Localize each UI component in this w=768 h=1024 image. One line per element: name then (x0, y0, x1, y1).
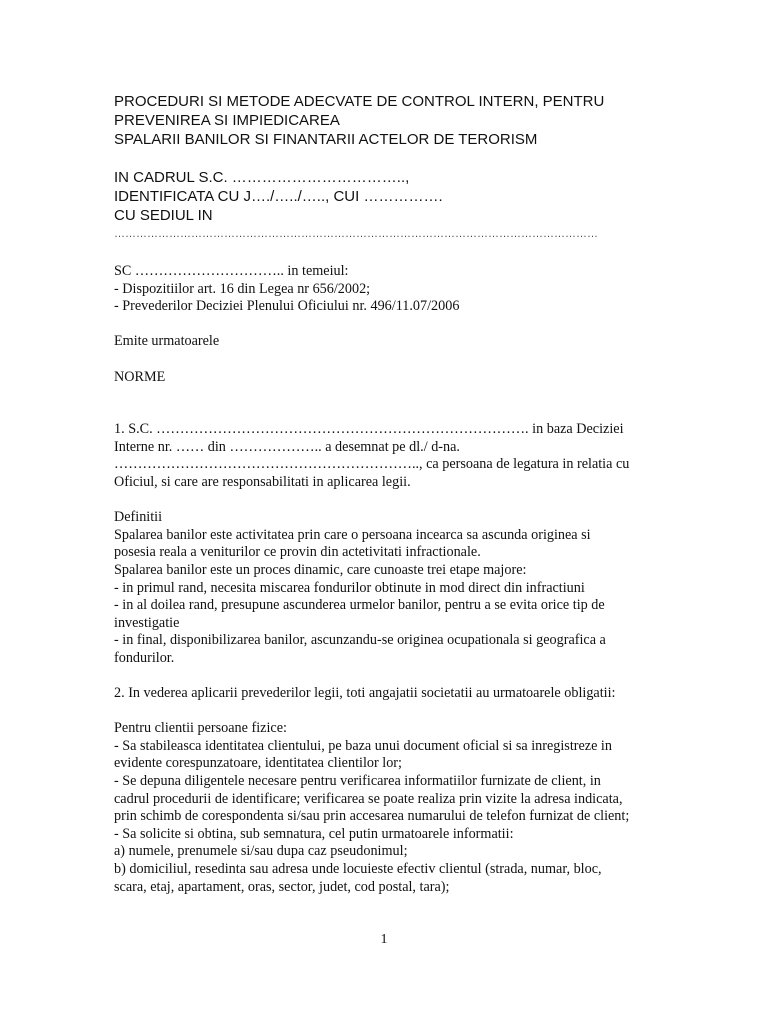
norms-heading: NORME (114, 368, 166, 385)
definitions-line-7: - in final, disponibilizarea banilor, ascunzandu-se originea ocupationala si geografica a (114, 632, 606, 649)
document-body (114, 263, 654, 896)
individuals-line-7: a) numele, prenumele si/sau dupa caz pseudonimul; (114, 843, 408, 860)
definitions-line-5: - in al doilea rand, presupune ascunderea urmelor banilor, pentru a se evita orice tip de (114, 597, 605, 614)
company-basis-line: SC ………………………….. in temeiul: (114, 263, 349, 279)
company-line: IN CADRUL S.C. …………………………….., (114, 169, 410, 186)
individuals-line-9: scara, etaj, apartament, oras, sector, judet, cod postal, tara); (114, 878, 450, 895)
decision-provision-line: - Prevederilor Deciziei Plenului Oficiului nr. 496/11.07/2006 (114, 298, 460, 315)
individuals-line-6: - Sa solicite si obtina, sub semnatura, cel putin urmatoarele informatii: (114, 825, 514, 842)
individuals-heading: Pentru clientii persoane fizice: (114, 720, 287, 737)
paragraph-1-line-2: Interne nr. …… din ……………….. a desemnat pe dl./ d-na. (114, 438, 460, 455)
issues-line: Emite urmatoarele (114, 333, 220, 350)
definitions-line-2: posesia reala a veniturilor ce provin din actetivitati infractionale. (114, 544, 481, 561)
title-line-3: SPALARII BANILOR SI FINANTARII ACTELOR DE TERORISM (114, 131, 538, 148)
paragraph-1-line-4: Oficiul, si care are responsabilitati in aplicarea legii. (114, 473, 411, 490)
title-line-1: PROCEDURI SI METODE ADECVATE DE CONTROL INTERN, PENTRU (114, 93, 605, 110)
individuals-line-2: evidente corespunzatoare, identitatea clientilor lor; (114, 755, 402, 772)
individuals-line-1: - Sa stabileasca identitatea clientului, pe baza unui document oficial si sa inregistreze in (114, 737, 612, 754)
individuals-line-4: cadrul procedurii de identificare; verificarea se poate realiza prin vizite la adresa indicata, (114, 790, 623, 807)
page-number: 1 (380, 932, 388, 947)
headquarters-line: CU SEDIUL IN (114, 207, 213, 224)
legal-provision-line: - Dispozitiilor art. 16 din Legea nr 656/2002; (114, 280, 371, 297)
individuals-line-5: prin schimb de corespondenta si/sau prin accesarea numarului de telefon furnizat de client; (114, 808, 630, 825)
address-dots-line: …………………………………………………………………………………………………………………… (114, 228, 598, 240)
identification-line: IDENTIFICATA CU J…./…../….., CUI ……………. (114, 188, 443, 205)
paragraph-1-line-1: 1. S.C. ……………………………………………………………………. in baza Deciziei (114, 421, 624, 438)
individuals-line-3: - Se depuna diligentele necesare pentru verificarea informatiilor furnizate de client, in (114, 773, 601, 790)
paragraph-2-line: 2. In vederea aplicarii prevederilor legii, toti angajatii societatii au urmatoarele obligatii: (114, 685, 616, 702)
paragraph-1-line-3: ……………………………………………………….., ca persoana de legatura in relatia cu (114, 456, 630, 473)
document-header (114, 92, 674, 244)
definitions-line-8: fondurilor. (114, 649, 175, 666)
definitions-line-1: Spalarea banilor este activitatea prin care o persoana incearca sa ascunda originea si (114, 526, 591, 543)
individuals-line-8: b) domiciliul, resedinta sau adresa unde locuieste efectiv clientul (strada, numar, bloc, (114, 861, 602, 877)
definitions-line-4: - in primul rand, necesita miscarea fondurilor obtinute in mod direct din infractiuni (114, 579, 585, 596)
definitions-heading: Definitii (114, 509, 163, 526)
definitions-line-3: Spalarea banilor este un proces dinamic, care cunoaste trei etape majore: (114, 561, 527, 578)
definitions-line-6: investigatie (114, 614, 180, 631)
title-line-2: PREVENIREA SI IMPIEDICAREA (114, 112, 340, 129)
